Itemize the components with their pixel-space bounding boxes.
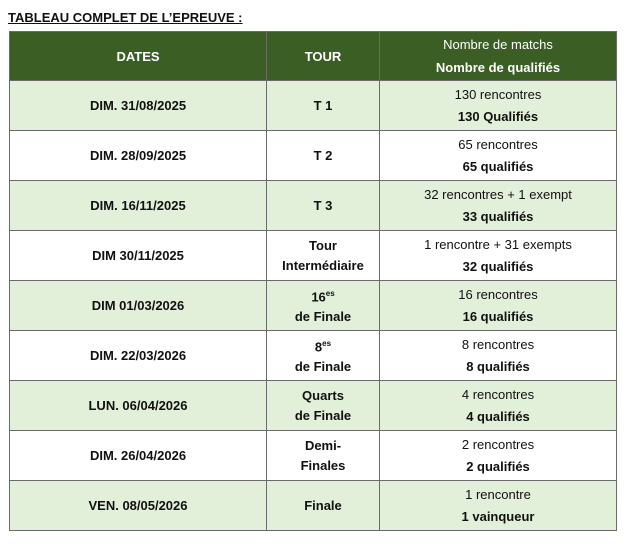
date-cell: DIM. 16/11/2025: [10, 181, 267, 231]
tour-cell: [267, 131, 380, 181]
matches-count: 4 rencontres: [461, 386, 535, 402]
tour-line-1: [267, 496, 379, 516]
tour-line-2: Finales: [300, 457, 346, 473]
date-cell: DIM. 28/09/2025: [10, 131, 267, 181]
tour-label: Demi-: [304, 437, 342, 453]
tour-label: T 1: [313, 97, 333, 113]
tour-label: T 2: [313, 147, 333, 163]
tour-cell: [267, 81, 380, 131]
table-row: [10, 381, 617, 431]
table-row: [10, 331, 617, 381]
tour-label: Finale: [304, 497, 342, 513]
qualified-count: 4 qualifiés: [466, 408, 530, 424]
tour-line-2: de Finale: [294, 309, 352, 325]
qualified-count: 16 qualifiés: [462, 308, 534, 324]
tour-label: Quarts: [302, 387, 344, 403]
matches-cell: [380, 431, 617, 481]
tour-line-1: [267, 196, 379, 216]
tour-cell: [267, 381, 380, 431]
matches-cell: [380, 231, 617, 281]
table-row: [10, 231, 617, 281]
matches-count: 1 rencontre + 31 exempts: [424, 236, 572, 252]
header-matches: [380, 32, 617, 81]
matches-count: 130 rencontres: [454, 86, 542, 102]
tour-line-1: [267, 386, 379, 406]
table-header-row: [10, 32, 617, 81]
tour-cell: [267, 231, 380, 281]
table-row: [10, 481, 617, 531]
tour-line-1: [267, 146, 379, 166]
date-cell: DIM. 26/04/2026: [10, 431, 267, 481]
tour-cell: [267, 331, 380, 381]
table-row: [10, 431, 617, 481]
matches-count: 8 rencontres: [461, 336, 535, 352]
tour-cell: [267, 431, 380, 481]
date-cell: DIM 01/03/2026: [10, 281, 267, 331]
header-tour: TOUR: [267, 32, 380, 81]
matches-cell: [380, 131, 617, 181]
table-row: [10, 131, 617, 181]
tour-line-1: [267, 436, 379, 456]
date-cell: VEN. 08/05/2026: [10, 481, 267, 531]
matches-count: 65 rencontres: [458, 136, 538, 152]
qualified-count: 130 Qualifiés: [457, 108, 539, 124]
qualified-count: 2 qualifiés: [466, 458, 530, 474]
schedule-table: [9, 31, 617, 531]
tour-cell: [267, 281, 380, 331]
date-cell: DIM. 22/03/2026: [10, 331, 267, 381]
matches-cell: [380, 81, 617, 131]
matches-count: 16 rencontres: [458, 286, 538, 302]
tour-label: Tour: [309, 237, 337, 253]
tour-cell: [267, 181, 380, 231]
tour-line-2: de Finale: [294, 359, 352, 375]
tour-line-2: Intermédiaire: [282, 257, 364, 273]
matches-cell: [380, 381, 617, 431]
page-title: TABLEAU COMPLET DE L’EPREUVE :: [8, 10, 243, 25]
table-row: [10, 281, 617, 331]
table-row: [10, 81, 617, 131]
tour-line-2: de Finale: [294, 407, 352, 423]
qualified-count: 33 qualifiés: [462, 208, 534, 224]
table-body: [10, 81, 617, 531]
matches-count: 2 rencontres: [461, 436, 535, 452]
date-cell: DIM 30/11/2025: [10, 231, 267, 281]
tour-line-1: [267, 284, 379, 307]
matches-count: 1 rencontre: [465, 486, 531, 502]
header-dates: DATES: [10, 32, 267, 81]
tour-superscript: es: [322, 338, 332, 348]
matches-cell: [380, 181, 617, 231]
qualified-count: 1 vainqueur: [461, 508, 535, 524]
matches-cell: [380, 281, 617, 331]
date-cell: LUN. 06/04/2026: [10, 381, 267, 431]
tour-label: 16: [311, 289, 326, 305]
date-cell: DIM. 31/08/2025: [10, 81, 267, 131]
header-matches-label: Nombre de matchs: [443, 37, 553, 52]
matches-cell: [380, 331, 617, 381]
matches-cell: [380, 481, 617, 531]
tour-line-1: [267, 334, 379, 357]
tour-line-1: [267, 96, 379, 116]
tour-label: 8: [314, 339, 323, 355]
qualified-count: 32 qualifiés: [462, 258, 534, 274]
qualified-count: 65 qualifiés: [462, 158, 534, 174]
table-row: [10, 181, 617, 231]
tour-superscript: es: [325, 288, 335, 298]
tour-line-1: [267, 236, 379, 256]
header-qualified-label: Nombre de qualifiés: [435, 60, 561, 75]
tour-cell: [267, 481, 380, 531]
matches-count: 32 rencontres + 1 exempt: [424, 186, 572, 202]
qualified-count: 8 qualifiés: [466, 358, 530, 374]
tour-label: T 3: [313, 197, 333, 213]
